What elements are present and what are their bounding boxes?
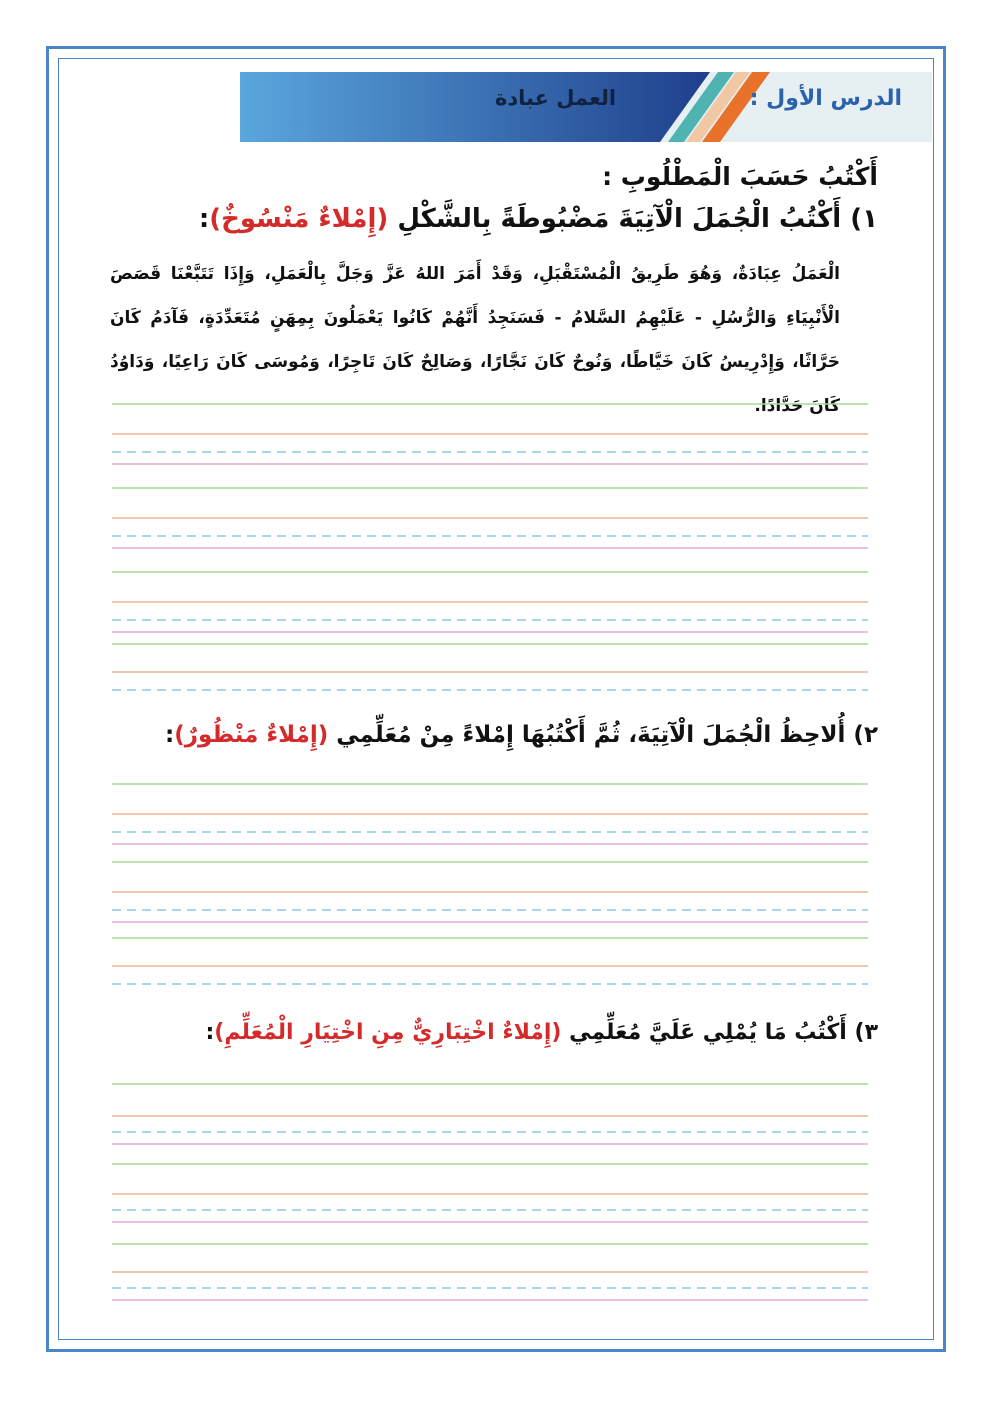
question-2-text: ٢) أُلاحِظُ الْجُمَلَ الْآتِيَةَ، ثُمَّ أَكْتُبُهَا إِمْلاءً مِنْ مُعَلِّمِي	[336, 722, 878, 748]
question-2-heading	[165, 722, 878, 748]
writing-area-3[interactable]	[112, 1080, 868, 1320]
writing-area-2[interactable]	[112, 780, 868, 990]
question-3-heading	[205, 1020, 878, 1045]
writing-lines-3	[112, 1080, 868, 1320]
question-1-text: ١) أَكْتُبُ الْجُمَلَ الْآتِيَةَ مَضْبُوطَةً بِالشَّكْلِ	[397, 204, 878, 234]
question-1-colon: :	[198, 204, 210, 234]
lesson-title: العمل عبادة	[495, 86, 617, 110]
writing-lines-1	[112, 400, 868, 695]
question-3-text: ٣) أَكْتُبُ مَا يُمْلِي عَلَيَّ مُعَلِّمِي	[569, 1020, 878, 1045]
dictation-passage: الْعَمَلُ عِبَادَةٌ، وَهُوَ طَرِيقُ الْمُسْتَقْبَلِ، وَقَدْ أَمَرَ اللهُ عَزَّ وَجَلَّ بِالْعَمَلِ، وَإِذَا تَتَبَّعْنَا قَصَصَ الْأَنْبِيَاءِ وَالرُّسُلِ - عَلَيْهِمُ السَّلامُ - فَسَنَجِدُ أَنَّهُمْ كَانُوا يَعْمَلُونَ بِمِهَنٍ مُتَعَدِّدَةٍ، فَآدَمُ كَانَ حَرَّاثًا، وَإِدْرِيسُ كَانَ خَيَّاطًا، وَنُوحٌ كَانَ نَجَّارًا، وَصَالِحٌ كَانَ تَاجِرًا، وَمُوسَى كَانَ رَاعِيًا، وَدَاوُدُ كَانَ حَدَّادًا.	[110, 264, 840, 416]
lesson-header	[240, 72, 932, 142]
question-1-heading	[199, 204, 878, 234]
question-2-type: (إِمْلاءٌ مَنْظُورٌ)	[174, 722, 329, 748]
question-3-colon: :	[205, 1020, 215, 1045]
question-3-type: (إِمْلاءٌ اخْتِبَارِيٌّ مِنِ اخْتِيَارِ الْمُعَلِّمِ)	[214, 1020, 562, 1045]
question-2-colon: :	[164, 722, 175, 748]
main-instruction-heading: أَكْتُبُ حَسَبَ الْمَطْلُوبِ :	[602, 162, 878, 191]
question-1-type: (إِمْلاءٌ مَنْسُوخٌ)	[209, 204, 389, 234]
lesson-label: الدرس الأول :	[749, 86, 902, 111]
border-notch	[238, 60, 258, 70]
writing-area-1[interactable]	[112, 400, 868, 695]
header-blue-band	[240, 72, 710, 142]
writing-lines-2	[112, 780, 868, 990]
